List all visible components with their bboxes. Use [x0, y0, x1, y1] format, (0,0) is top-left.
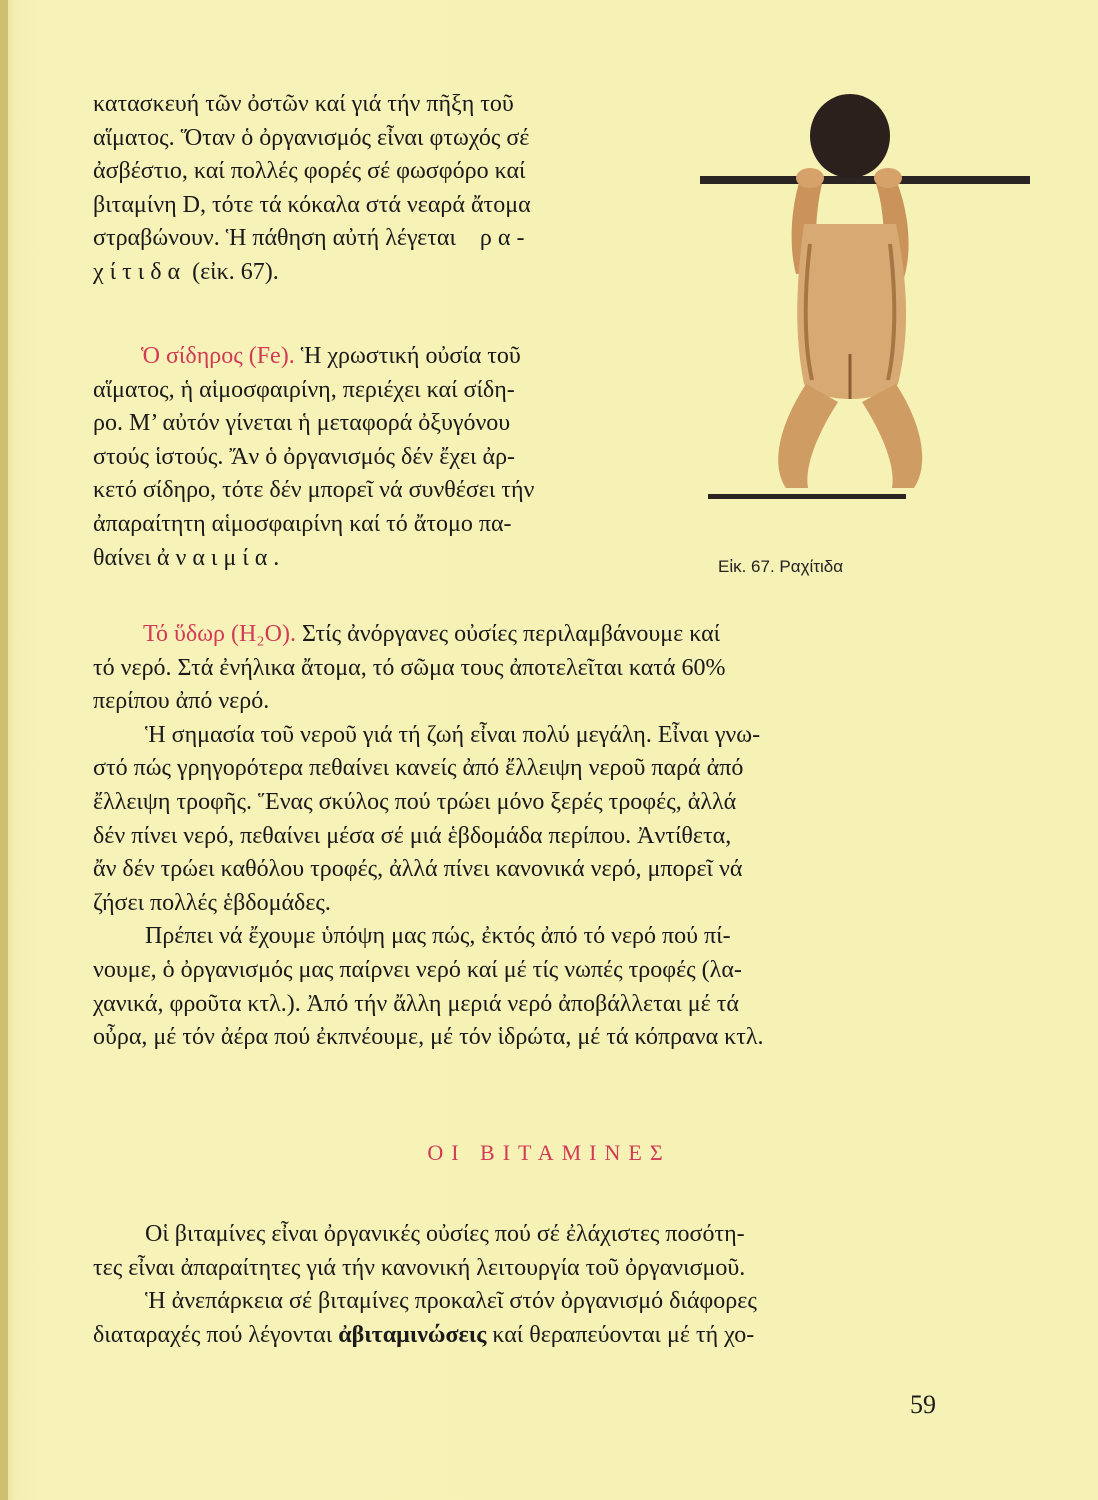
- text-segment: στραβώνουν. Ἡ πάθηση αὐτή λέγεται: [93, 225, 456, 252]
- paragraph-calcium-end: [93, 88, 658, 290]
- heading-water: Τό ὕδωρ (H₂O).: [143, 621, 296, 647]
- text-line: Ἡ ἀνεπάρκεια σέ βιταμίνες προκαλεῖ στόν ὀργανισμό διάφορες: [145, 1288, 757, 1315]
- text-line: Οἱ βιταμίνες εἶναι ὀργανικές οὐσίες πού σέ ἐλάχιστες ποσότη-: [145, 1221, 745, 1247]
- text-line: βιταμίνη D, τότε τά κόκαλα στά νεαρά ἄτομα: [93, 191, 531, 218]
- figure-caption: Εἰκ. 67. Ραχίτιδα: [718, 557, 844, 576]
- text-line: δέν πίνει νερό, πεθαίνει μέσα σέ μιά ἑβδομάδα περίπου. Ἀντίθετα,: [93, 822, 732, 849]
- term-avitaminosis: ἀβιταμινώσεις: [338, 1321, 487, 1348]
- text-line: ἀπαραίτητη αἱμοσφαιρίνη καί τό ἄτομο πα-: [93, 510, 512, 537]
- paragraph-water: [93, 618, 948, 1055]
- term-rachitis-part1: ρα-: [479, 225, 531, 252]
- text-segment: διαταραχές πού λέγονται: [93, 1321, 339, 1348]
- text-line: [93, 256, 658, 290]
- section-heading-vitamins: ΟΙ ΒΙΤΑΜΙΝΕΣ: [427, 1140, 671, 1165]
- text-line: [93, 618, 948, 652]
- text-line: αἵματος, ἡ αἱμοσφαιρίνη, περιέχει καί σίδη-: [93, 376, 515, 403]
- text-line: οὖρα, μέ τόν ἀέρα πού ἐκπνέουμε, μέ τόν ἱδρώτα, μέ τά κόπρανα κτλ.: [93, 1024, 764, 1051]
- figure-reference: (εἰκ. 67).: [186, 258, 279, 285]
- text-segment: θαίνει: [93, 544, 157, 571]
- text-line: χανικά, φροῦτα κτλ.). Ἀπό τήν ἄλλη μεριά νερό ἀποβάλλεται μέ τά: [93, 990, 739, 1017]
- text-line: [93, 340, 658, 374]
- text-line: ἀσβέστιο, καί πολλές φορές σέ φωσφόρο καί: [93, 158, 526, 185]
- text-line: νουμε, ὁ ὀργανισμός μας παίρνει νερό καί μέ τίς νωπές τροφές (λα-: [93, 956, 742, 983]
- text-line: τό νερό. Στά ἐνήλικα ἄτομα, τό σῶμα τους ἀποτελεῖται κατά 60%: [93, 654, 726, 681]
- text-line: περίπου ἀπό νερό.: [93, 688, 270, 715]
- paragraph-iron: [93, 340, 658, 575]
- text-line: κετό σίδηρο, τότε δέν μπορεῖ νά συνθέσει τήν: [93, 477, 535, 504]
- text-segment: καί θεραπεύονται μέ τή χο-: [486, 1321, 755, 1348]
- text-line: στό πώς γρηγορότερα πεθαίνει κανείς ἀπό ἔλλειψη νεροῦ παρά ἀπό: [93, 755, 744, 782]
- term-rachitis-part2: χίτιδα: [93, 258, 187, 285]
- text-line: ἄν δέν τρώει καθόλου τροφές, ἀλλά πίνει κανονικά νερό, μπορεῖ νά: [93, 856, 743, 883]
- page-spine-edge: [0, 0, 8, 1500]
- text-line: [93, 542, 658, 576]
- text-line: ἔλλειψη τροφῆς. Ἕνας σκύλος πού τρώει μόνο ξερές τροφές, ἀλλά: [93, 788, 737, 815]
- text-line: [93, 1319, 948, 1353]
- text-segment: Στίς ἀνόργανες οὐσίες περιλαμβάνουμε καί: [296, 621, 721, 647]
- text-line: ρο. Μ’ αὐτόν γίνεται ἡ μεταφορά ὀξυγόνου: [93, 410, 511, 437]
- text-line: κατασκευή τῶν ὀστῶν καί γιά τήν πῆξη τοῦ: [93, 91, 514, 117]
- rickets-child-figure-icon: [700, 84, 1030, 524]
- paragraph-vitamins: [93, 1218, 948, 1352]
- heading-iron: Ὁ σίδηρος (Fe).: [141, 343, 295, 369]
- text-line: Πρέπει νά ἔχουμε ὑπόψη μας πώς, ἐκτός ἀπό τό νερό πού πί-: [145, 923, 731, 950]
- text-segment: .: [273, 544, 280, 571]
- text-line: ζήσει πολλές ἑβδομάδες.: [93, 889, 331, 916]
- text-line: αἵματος. Ὅταν ὁ ὀργανισμός εἶναι φτωχός σέ: [93, 124, 530, 151]
- text-line: στούς ἱστούς. Ἄν ὁ ὀργανισμός δέν ἔχει ἀρ-: [93, 443, 516, 470]
- text-line: [93, 222, 658, 256]
- term-anaemia: ἀναιμία: [156, 544, 274, 571]
- text-line: Ἡ σημασία τοῦ νεροῦ γιά τή ζωή εἶναι πολύ μεγάλη. Εἶναι γνω-: [145, 721, 761, 748]
- text-segment: Ἡ χρωστική οὐσία τοῦ: [294, 343, 521, 369]
- text-line: τες εἶναι ἀπαραίτητες γιά τήν κανονική λειτουργία τοῦ ὀργανισμοῦ.: [93, 1254, 746, 1281]
- page-number: 59: [910, 1390, 936, 1419]
